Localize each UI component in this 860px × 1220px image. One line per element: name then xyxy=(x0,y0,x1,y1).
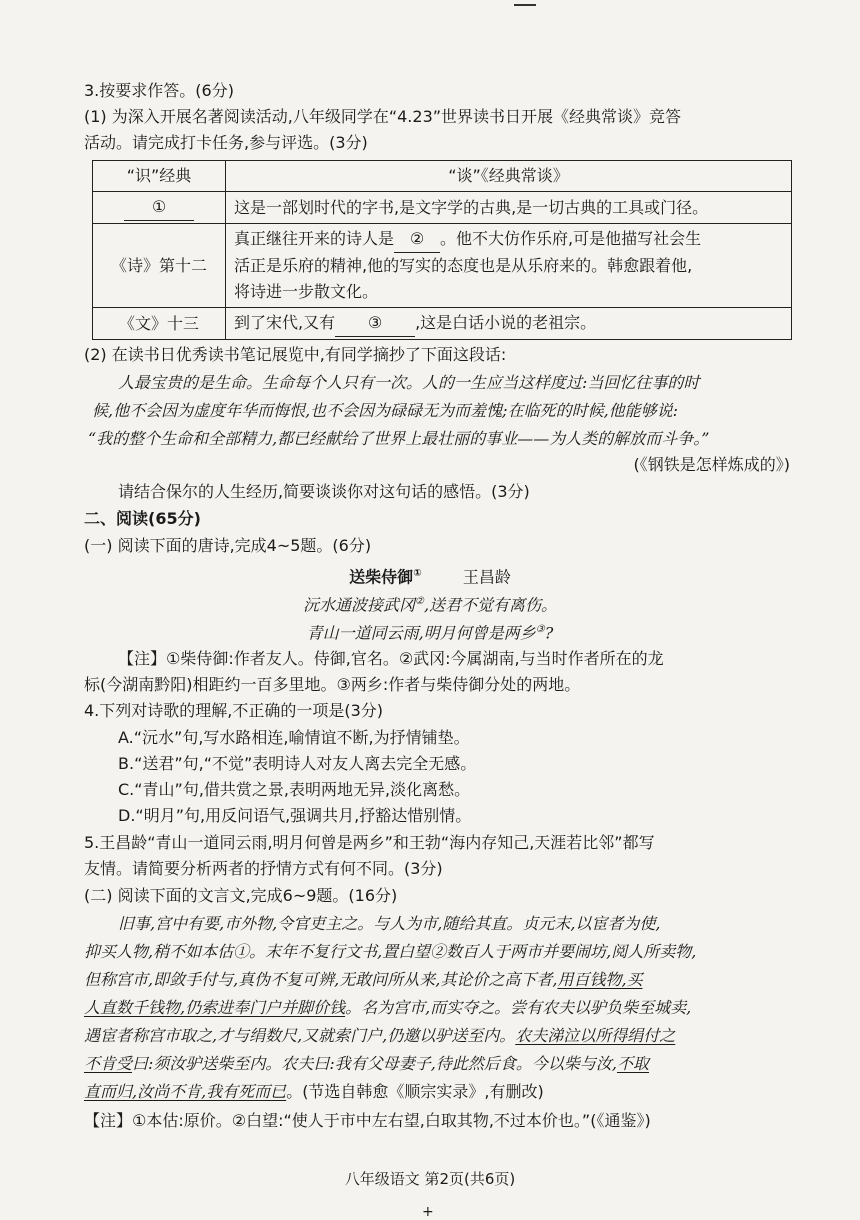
prose-note: 【注】①本估:原价。②白望:“使人于市中左右望,白取其物,不过本价也。”(《通鉴》) xyxy=(84,1111,651,1130)
poem-title: 送柴侍御 xyxy=(349,567,414,587)
table-cell: 这是一部划时代的字书,是文字学的古典,是一切古典的工具或门径。 xyxy=(226,192,792,224)
prose-line4 xyxy=(84,997,790,1019)
poem-line1-a: 沅水通波接武冈 xyxy=(302,595,415,615)
prose-line6-underline2: 不取 xyxy=(616,1054,649,1073)
q3-part2-line1: (2) 在读书日优秀读书笔记展览中,有同学摘抄了下面这段话: xyxy=(84,345,507,364)
prose-line7 xyxy=(84,1081,790,1103)
quote-line1: 人最宝贵的是生命。生命每个人只有一次。人的一生应当这样度过:当回忆往事的时 xyxy=(118,373,700,392)
prose-line4-underline: 人直数千钱物,仍索进奉门户并脚价钱 xyxy=(84,998,346,1017)
q4-option-c: C.“青山”句,借共赏之景,表明两地无异,淡化离愁。 xyxy=(118,780,471,799)
top-tick-mark xyxy=(514,4,536,6)
quote-line2: 候,他不会因为虚度年华而悔恨,也不会因为碌碌无为而羞愧;在临死的时候,他能够说: xyxy=(92,401,679,420)
q5-line1: 5.王昌龄“青山一道同云雨,明月何曾是两乡”和王勃“海内存知己,天涯若比邻”都写 xyxy=(84,833,655,852)
prose-line7-underline: 直而归,汝尚不肯,我有死而已 xyxy=(84,1082,287,1101)
poem-line2-b: ? xyxy=(544,623,554,643)
q3-part1-line1: (1) 为深入开展名著阅读活动,八年级同学在“4.23”世界读书日开展《经典常谈》竞答 xyxy=(84,107,682,126)
prose-line5-underline: 农夫涕泣以所得绢付之 xyxy=(515,1026,676,1045)
table-row xyxy=(93,192,792,224)
prose-line6 xyxy=(84,1053,790,1075)
table-cell: 《诗》第十二 xyxy=(93,224,226,308)
poem-line1-note: ② xyxy=(414,596,424,607)
prose-line3-underline: 用百钱物,买 xyxy=(557,970,643,989)
q5-line2: 友情。请简要分析两者的抒情方式有何不同。(3分) xyxy=(84,859,443,878)
page-footer: 八年级语文 第2页(共6页) xyxy=(344,1170,516,1188)
poem-line1-b: ,送君不觉有离伤。 xyxy=(423,595,558,615)
row2-text-a: 真正继往开来的诗人是 xyxy=(234,229,395,248)
table-header-right: “谈”《经典常谈》 xyxy=(226,161,792,192)
prose-line5 xyxy=(84,1025,790,1047)
blank-2: ② xyxy=(394,226,440,253)
prose-line1: 旧事,宫中有要,市外物,令官吏主之。与人为市,随给其直。贞元末,以宦者为使, xyxy=(118,914,661,933)
poem-heading xyxy=(0,563,860,588)
prose-line6-underline: 不肯受 xyxy=(84,1054,133,1073)
poem-author: 王昌龄 xyxy=(462,567,511,587)
blank-1: ① xyxy=(124,194,194,221)
prose-line7-b: 。(节选自韩愈《顺宗实录》,有删改) xyxy=(286,1082,544,1101)
bottom-cross-mark: + xyxy=(422,1204,434,1220)
table-cell: 《文》十三 xyxy=(93,308,226,340)
quote-source: (《钢铁是怎样炼成的》) xyxy=(633,455,790,474)
classics-table xyxy=(92,160,792,340)
quote-line3: “我的整个生命和全部精力,都已经献给了世界上最壮丽的事业——为人类的解放而斗争。” xyxy=(88,429,710,448)
row2-text-d: 将诗进一步散文化。 xyxy=(234,282,379,301)
table-header-row xyxy=(93,161,792,192)
table-row xyxy=(93,224,792,308)
q4-option-a: A.“沅水”句,写水路相连,喻情谊不断,为抒情铺垫。 xyxy=(118,728,470,747)
row3-text-a: 到了宋代,又有 xyxy=(234,313,336,332)
q4-stem: 4.下列对诗歌的理解,不正确的一项是(3分) xyxy=(84,701,384,720)
row3-text-b: ,这是白话小说的老祖宗。 xyxy=(415,313,597,332)
q4-option-d: D.“明月”句,用反问语气,强调共月,抒豁达惜别情。 xyxy=(118,806,472,825)
row2-text-c: 活正是乐府的精神,他的写实的态度也是从乐府来的。韩愈跟着他, xyxy=(234,256,693,275)
q3-part2-task: 请结合保尔的人生经历,简要谈谈你对这句话的感悟。(3分) xyxy=(118,482,530,501)
prose-line5-a: 遇宦者称宫市取之,才与绢数尺,又就索门户,仍邀以驴送至内。 xyxy=(84,1026,516,1045)
blank-3: ③ xyxy=(335,310,415,337)
poem-line2-a: 青山一道同云雨,明月何曾是两乡 xyxy=(306,623,536,643)
poem-line2-note: ③ xyxy=(535,624,545,635)
q3-title: 3.按要求作答。(6分) xyxy=(84,81,234,100)
prose-line3 xyxy=(84,969,790,991)
section2-sub1: (一) 阅读下面的唐诗,完成4~5题。(6分) xyxy=(84,536,372,555)
prose-line2: 抑买人物,稍不如本估①。末年不复行文书,置白望②数百人于两市并要闹坊,阅人所卖物, xyxy=(84,942,697,961)
prose-line6-b: 曰:须汝驴送柴至内。农夫曰:我有父母妻子,待此然后食。今以柴与汝, xyxy=(132,1054,617,1073)
q4-option-b: B.“送君”句,“不觉”表明诗人对友人离去完全无感。 xyxy=(118,754,477,773)
poem-line2 xyxy=(0,619,860,644)
table-header-left: “识”经典 xyxy=(93,161,226,192)
poem-title-note: ① xyxy=(413,568,422,579)
prose-line3-a: 但称宫市,即敛手付与,真伪不复可辨,无敢问所从来,其论价之高下者, xyxy=(84,970,558,989)
row2-text-b: 。他不大仿作乐府,可是他描写社会生 xyxy=(440,229,702,248)
prose-line4-b: 。名为宫市,而实夺之。尝有农夫以驴负柴至城卖, xyxy=(345,998,692,1017)
poem-line1 xyxy=(0,591,860,616)
poem-note-line2: 标(今湖南黔阳)相距约一百多里地。③两乡:作者与柴侍御分处的两地。 xyxy=(84,675,581,694)
section2-sub2: (二) 阅读下面的文言文,完成6~9题。(16分) xyxy=(84,886,398,905)
poem-note-line1: 【注】①柴侍御:作者友人。侍御,官名。②武冈:今属湖南,与当时作者所在的龙 xyxy=(118,649,664,668)
q3-part1-line2: 活动。请完成打卡任务,参与评选。(3分) xyxy=(84,133,368,152)
section2-title: 二、阅读(65分) xyxy=(84,509,201,528)
table-row xyxy=(93,308,792,340)
